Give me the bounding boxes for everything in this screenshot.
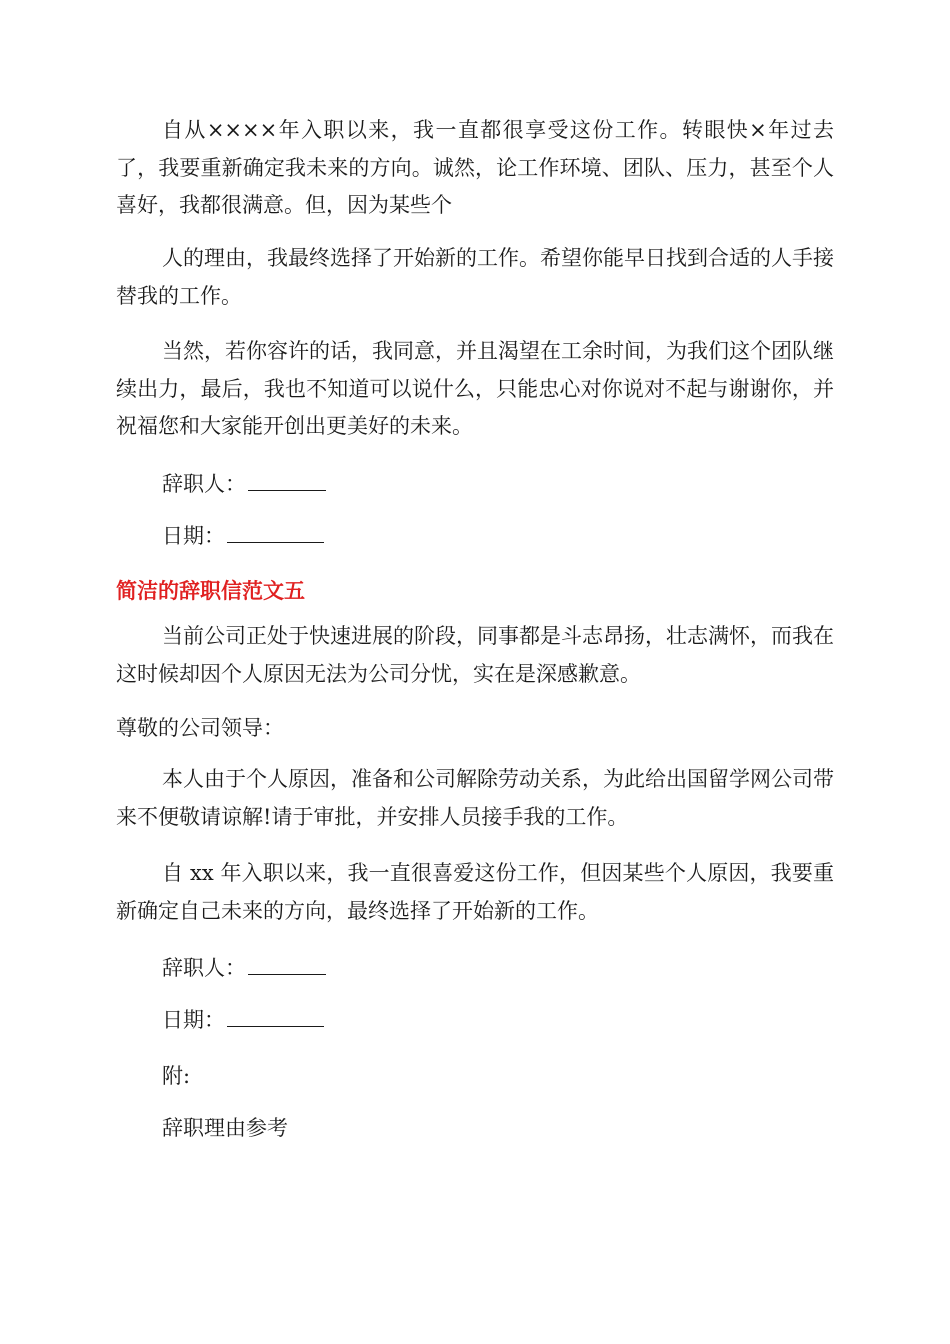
signer-blank — [248, 954, 326, 975]
date-label: 日期： — [162, 1008, 225, 1032]
reference-label: 辞职理由参考 — [162, 1116, 288, 1140]
body-paragraph: 本人由于个人原因，准备和公司解除劳动关系，为此给出国留学网公司带来不便敬请谅解!请于审批，并安排人员接手我的工作。 — [116, 767, 834, 829]
date-line — [162, 1005, 324, 1035]
body-paragraph: 自从××××年入职以来，我一直都很享受这份工作。转眼快×年过去了，我要重新确定我未来的方向。诚然，论工作环境、团队、压力，甚至个人喜好，我都很满意。但，因为某些个 — [116, 118, 834, 217]
signer-line — [162, 953, 326, 983]
signer-label: 辞职人： — [162, 956, 246, 980]
signer-blank — [248, 470, 326, 491]
body-paragraph: 自 xx 年入职以来，我一直很喜爱这份工作，但因某些个人原因，我要重新确定自己未来的方向，最终选择了开始新的工作。 — [116, 861, 834, 923]
date-blank — [227, 522, 324, 543]
salutation: 尊敬的公司领导： — [116, 716, 284, 740]
date-line — [162, 521, 324, 551]
attachment-label: 附: — [162, 1064, 191, 1088]
body-paragraph: 人的理由，我最终选择了开始新的工作。希望你能早日找到合适的人手接替我的工作。 — [116, 246, 834, 308]
signer-label: 辞职人： — [162, 472, 246, 496]
body-paragraph: 当然，若你容许的话，我同意，并且渴望在工余时间，为我们这个团队继续出力，最后，我也不知道可以说什么，只能忠心对你说对不起与谢谢你，并祝福您和大家能开创出更美好的未来。 — [116, 339, 834, 438]
date-label: 日期： — [162, 524, 225, 548]
date-blank — [227, 1006, 324, 1027]
intro-paragraph: 当前公司正处于快速进展的阶段，同事都是斗志昂扬，壮志满怀，而我在这时候却因个人原因无法为公司分忧，实在是深感歉意。 — [116, 624, 834, 686]
signer-line — [162, 469, 326, 499]
section-heading: 简洁的辞职信范文五 — [116, 579, 305, 603]
